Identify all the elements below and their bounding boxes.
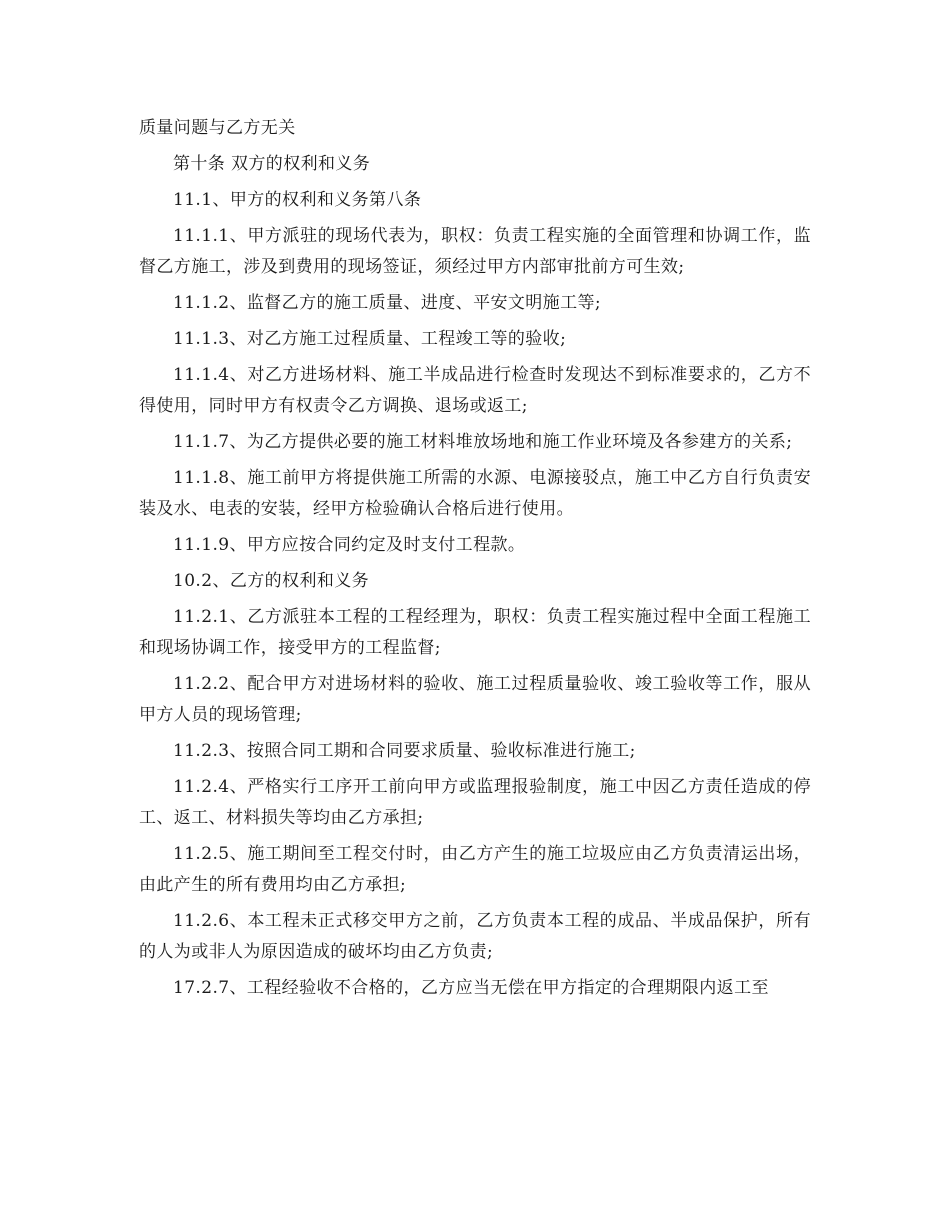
paragraph: 11.1.8、施工前甲方将提供施工所需的水源、电源接驳点，施工中乙方自行负责安装及水、电表的安装，经甲方检验确认合格后进行使用。 xyxy=(139,468,811,519)
paragraph: 11.1.3、对乙方施工过程质量、工程竣工等的验收; xyxy=(173,329,567,349)
paragraph: 11.1、甲方的权利和义务第八条 xyxy=(173,190,422,210)
paragraph: 11.1.2、监督乙方的施工质量、进度、平安文明施工等; xyxy=(173,293,601,313)
paragraph: 11.2.4、严格实行工序开工前向甲方或监理报验制度，施工中因乙方责任造成的停工、返工、材料损失等均由乙方承担; xyxy=(139,777,811,828)
paragraph: 11.2.2、配合甲方对进场材料的验收、施工过程质量验收、竣工验收等工作，服从甲方人员的现场管理; xyxy=(139,674,811,725)
paragraph: 11.1.1、甲方派驻的现场代表为，职权：负责工程实施的全面管理和协调工作，监督乙方施工，涉及到费用的现场签证，须经过甲方内部审批前方可生效; xyxy=(139,226,811,277)
paragraph: 11.2.3、按照合同工期和合同要求质量、验收标准进行施工; xyxy=(173,741,636,761)
document-body xyxy=(139,113,811,1009)
paragraph: 10.2、乙方的权利和义务 xyxy=(173,571,370,591)
paragraph: 11.1.7、为乙方提供必要的施工材料堆放场地和施工作业环境及各参建方的关系; xyxy=(173,432,793,452)
paragraph: 11.2.5、施工期间至工程交付时，由乙方产生的施工垃圾应由乙方负责清运出场，由此产生的所有费用均由乙方承担; xyxy=(139,844,811,895)
paragraph: 11.2.1、乙方派驻本工程的工程经理为，职权：负责工程实施过程中全面工程施工和现场协调工作，接受甲方的工程监督; xyxy=(139,607,811,658)
paragraph: 17.2.7、工程经验收不合格的，乙方应当无偿在甲方指定的合理期限内返工至 xyxy=(173,978,769,998)
paragraph: 11.1.4、对乙方进场材料、施工半成品进行检查时发现达不到标准要求的，乙方不得使用，同时甲方有权责令乙方调换、退场或返工; xyxy=(139,365,811,416)
paragraph: 第十条 双方的权利和义务 xyxy=(173,154,371,174)
paragraph: 11.1.9、甲方应按合同约定及时支付工程款。 xyxy=(173,535,526,555)
paragraph: 质量问题与乙方无关 xyxy=(139,118,296,138)
paragraph: 11.2.6、本工程未正式移交甲方之前，乙方负责本工程的成品、半成品保护，所有的人为或非人为原因造成的破坏均由乙方负责; xyxy=(139,911,811,962)
